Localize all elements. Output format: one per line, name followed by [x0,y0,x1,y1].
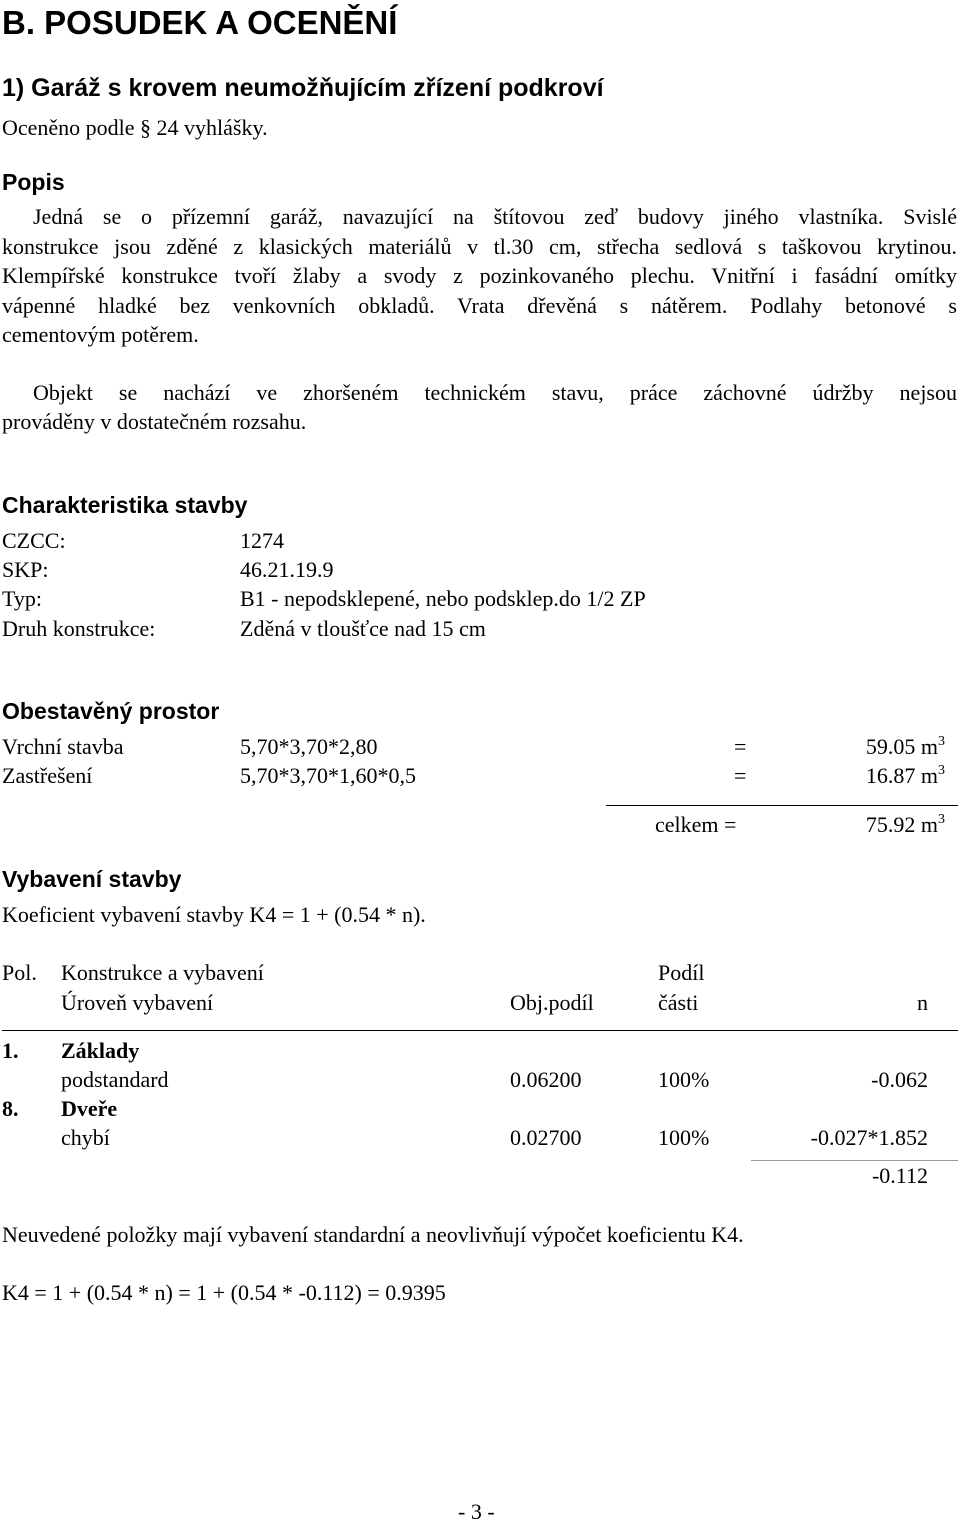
equipment-note: Neuvedené položky mají vybavení standardní a neovlivňují výpočet koeficientu K4. [2,1222,744,1247]
popis-line: cementovým potěrem. [2,322,199,347]
col-obj: Obj.podíl [510,990,594,1015]
valuation-basis: Oceněno podle § 24 vyhlášky. [2,115,268,140]
popis-heading: Popis [2,169,65,195]
item-obj: 0.06200 [510,1067,582,1092]
page-number: - 3 - [458,1499,495,1524]
k4-result: K4 = 1 + (0.54 * n) = 1 + (0.54 * -0.112) = 0.9395 [2,1280,446,1305]
popis-line: prováděny v dostatečném rozsahu. [2,409,307,434]
volume-label: Vrchní stavba [2,734,124,759]
item-level: chybí [61,1125,110,1150]
item-level: podstandard [61,1067,169,1092]
k4-formula: Koeficient vybavení stavby K4 = 1 + (0.54 * n). [2,902,426,927]
total-label: celkem = [655,812,737,837]
volume-value: 16.87 $m^3$ [865,763,945,788]
item-name: Dveře [61,1096,118,1121]
popis-line: Klempířské konstrukce tvoří žlaby a svody z pozinkovaného plechu. Vnitřní i fasádní omítky [2,263,957,288]
page-title: B. POSUDEK A OCENĚNÍ [2,4,398,41]
total-value: 75.92 $m^3$ [865,812,945,837]
vybaveni-heading: Vybavení stavby [2,866,182,892]
obestaveny-heading: Obestavěný prostor [2,698,220,724]
total-divider [606,805,958,806]
item-podil: 100% [658,1067,710,1092]
item-pol: 1. [2,1038,19,1063]
popis-line: Objekt se nachází ve zhoršeném technickém stavu, práce záchovné údržby nejsou [33,380,957,405]
volume-label: Zastřešení [2,763,93,788]
volume-formula: 5,70*3,70*1,60*0,5 [240,763,416,788]
table-header-divider [2,1030,958,1031]
char-value: Zděná v tloušťce nad 15 cm [240,616,486,641]
char-label: Druh konstrukce: [2,616,156,641]
popis-line: Jedná se o přízemní garáž, navazující na štítovou zeď budovy jiného vlastníka. Svislé [33,204,957,229]
item-podil: 100% [658,1125,710,1150]
volume-eq: = [734,763,747,788]
col-n: n [917,990,928,1015]
popis-line: konstrukce jsou zděné z klasických materiálů v tl.30 cm, střecha sedlová s taškovou krytinou. [2,234,957,259]
volume-eq: = [734,734,747,759]
col-pol: Pol. [2,960,37,985]
char-value: 1274 [240,528,284,553]
col-konstrukce: Konstrukce a vybavení [61,960,264,985]
charakteristika-heading: Charakteristika stavby [2,492,248,518]
n-sum: -0.112 [871,1163,928,1188]
char-label: Typ: [2,586,43,611]
volume-value: 59.05 $m^3$ [865,734,945,759]
item-name: Základy [61,1038,140,1063]
item-obj: 0.02700 [510,1125,582,1150]
sum-divider [751,1160,958,1161]
item-pol: 8. [2,1096,19,1121]
col-podil: části [658,990,699,1015]
col-podil: Podíl [658,960,705,985]
item-n: -0.062 [871,1067,928,1092]
char-value: B1 - nepodsklepené, nebo podsklep.do 1/2 ZP [240,586,646,611]
volume-formula: 5,70*3,70*2,80 [240,734,378,759]
col-uroven: Úroveň vybavení [61,990,214,1015]
char-label: CZCC: [2,528,66,553]
popis-line: vápenné hladké bez venkovních obkladů. Vrata dřevěná s nátěrem. Podlahy betonové s [2,293,957,318]
char-value: 46.21.19.9 [240,557,334,582]
section-heading: 1) Garáž s krovem neumožňujícím zřízení podkroví [2,74,604,102]
char-label: SKP: [2,557,49,582]
item-n: -0.027*1.852 [810,1125,928,1150]
